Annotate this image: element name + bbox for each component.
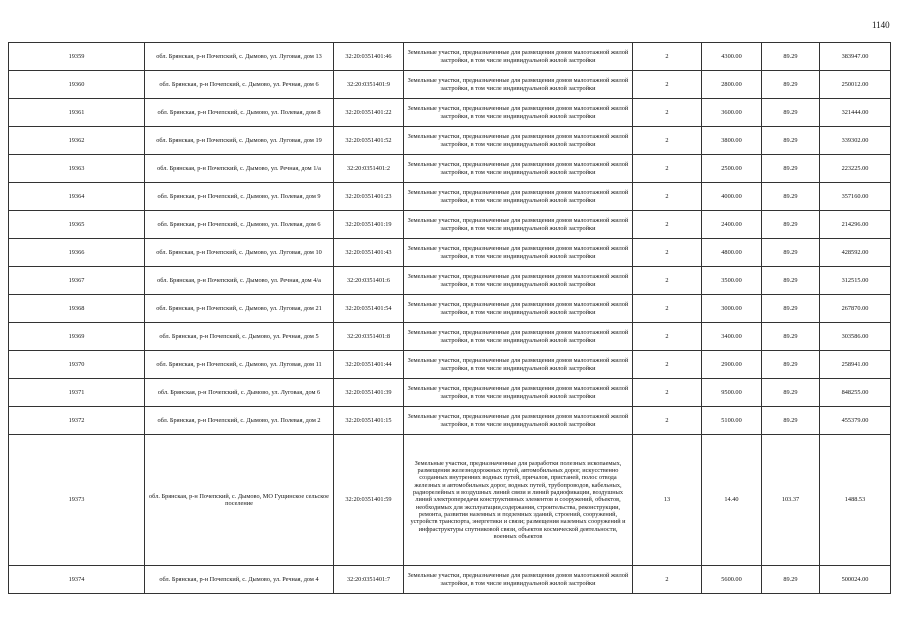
table-row — [9, 155, 891, 183]
cadastral-number-cell: 32:20:0351401:22 — [334, 99, 404, 127]
table-body — [9, 43, 891, 594]
cadastral-value-cell: 250012.00 — [820, 71, 891, 99]
rate-cell: 103.37 — [762, 435, 820, 566]
cadastral-number-cell: 32:20:0351401:44 — [334, 351, 404, 379]
group-cell: 2 — [633, 155, 702, 183]
area-cell: 3800.00 — [702, 127, 762, 155]
row-number: 19371 — [9, 379, 145, 407]
table-row — [9, 127, 891, 155]
address-cell: обл. Брянская, р-н Почепский, с. Дымово, ул. Полевая, дом 9 — [145, 183, 334, 211]
table-row — [9, 99, 891, 127]
group-cell: 2 — [633, 295, 702, 323]
table-row — [9, 566, 891, 594]
cadastral-number-cell: 32:20:0351401:59 — [334, 435, 404, 566]
table-row — [9, 323, 891, 351]
land-purpose-cell: Земельные участки, предназначенные для размещения домов малоэтажной жилой застройки, в том числе индивидуальной жилой застройки — [404, 267, 633, 295]
rate-cell: 89.29 — [762, 267, 820, 295]
rate-cell: 89.29 — [762, 155, 820, 183]
land-purpose-cell: Земельные участки, предназначенные для размещения домов малоэтажной жилой застройки, в том числе индивидуальной жилой застройки — [404, 99, 633, 127]
area-cell: 4300.00 — [702, 43, 762, 71]
cadastral-value-cell: 258941.00 — [820, 351, 891, 379]
rate-cell: 89.29 — [762, 351, 820, 379]
rate-cell: 89.29 — [762, 99, 820, 127]
area-cell: 4000.00 — [702, 183, 762, 211]
cadastral-value-cell: 1488.53 — [820, 435, 891, 566]
row-number: 19373 — [9, 435, 145, 566]
address-cell: обл. Брянская, р-н Почепский, с. Дымово, ул. Луговая, дом 21 — [145, 295, 334, 323]
table-row — [9, 435, 891, 566]
land-purpose-cell: Земельные участки, предназначенные для размещения домов малоэтажной жилой застройки, в том числе индивидуальной жилой застройки — [404, 43, 633, 71]
address-cell: обл. Брянская, р-н Почепский, с. Дымово, ул. Речная, дом 6 — [145, 71, 334, 99]
cadastral-value-cell: 303586.00 — [820, 323, 891, 351]
cadastral-value-cell: 223225.00 — [820, 155, 891, 183]
land-purpose-cell: Земельные участки, предназначенные для размещения домов малоэтажной жилой застройки, в том числе индивидуальной жилой застройки — [404, 566, 633, 594]
row-number: 19361 — [9, 99, 145, 127]
land-purpose-cell: Земельные участки, предназначенные для размещения домов малоэтажной жилой застройки, в том числе индивидуальной жилой застройки — [404, 155, 633, 183]
land-purpose-cell: Земельные участки, предназначенные для размещения домов малоэтажной жилой застройки, в том числе индивидуальной жилой застройки — [404, 211, 633, 239]
land-purpose-cell: Земельные участки, предназначенные для размещения домов малоэтажной жилой застройки, в том числе индивидуальной жилой застройки — [404, 239, 633, 267]
row-number: 19359 — [9, 43, 145, 71]
land-purpose-cell: Земельные участки, предназначенные для размещения домов малоэтажной жилой застройки, в том числе индивидуальной жилой застройки — [404, 407, 633, 435]
cadastral-number-cell: 32:20:0351401:8 — [334, 323, 404, 351]
row-number: 19370 — [9, 351, 145, 379]
group-cell: 2 — [633, 127, 702, 155]
area-cell: 2900.00 — [702, 351, 762, 379]
area-cell: 2800.00 — [702, 71, 762, 99]
row-number: 19365 — [9, 211, 145, 239]
rate-cell: 89.29 — [762, 407, 820, 435]
table-row — [9, 379, 891, 407]
group-cell: 2 — [633, 71, 702, 99]
cadastral-number-cell: 32:20:0351401:2 — [334, 155, 404, 183]
group-cell: 2 — [633, 566, 702, 594]
group-cell: 2 — [633, 239, 702, 267]
cadastral-number-cell: 32:20:0351401:54 — [334, 295, 404, 323]
table-row — [9, 407, 891, 435]
land-purpose-cell: Земельные участки, предназначенные для размещения домов малоэтажной жилой застройки, в том числе индивидуальной жилой застройки — [404, 351, 633, 379]
address-cell: обл. Брянская, р-н Почепский, с. Дымово, ул. Луговая, дом 19 — [145, 127, 334, 155]
area-cell: 5600.00 — [702, 566, 762, 594]
area-cell: 9500.00 — [702, 379, 762, 407]
group-cell: 2 — [633, 211, 702, 239]
table-row — [9, 295, 891, 323]
cadastral-value-cell: 357160.00 — [820, 183, 891, 211]
area-cell: 4800.00 — [702, 239, 762, 267]
row-number: 19366 — [9, 239, 145, 267]
rate-cell: 89.29 — [762, 211, 820, 239]
cadastral-value-cell: 339302.00 — [820, 127, 891, 155]
group-cell: 2 — [633, 379, 702, 407]
cadastral-number-cell: 32:20:0351401:6 — [334, 267, 404, 295]
address-cell: обл. Брянская, р-н Почепский, с. Дымово, ул. Речная, дом 4 — [145, 566, 334, 594]
row-number: 19360 — [9, 71, 145, 99]
area-cell: 3500.00 — [702, 267, 762, 295]
area-cell: 2500.00 — [702, 155, 762, 183]
table-row — [9, 239, 891, 267]
cadastral-number-cell: 32:20:0351401:9 — [334, 71, 404, 99]
address-cell: обл. Брянская, р-н Почепский, с. Дымово, ул. Речная, дом 5 — [145, 323, 334, 351]
land-purpose-cell: Земельные участки, предназначенные для размещения домов малоэтажной жилой застройки, в том числе индивидуальной жилой застройки — [404, 71, 633, 99]
rate-cell: 89.29 — [762, 127, 820, 155]
page-number: 1140 — [872, 20, 890, 30]
cadastral-number-cell: 32:20:0351401:23 — [334, 183, 404, 211]
cadastral-number-cell: 32:20:0351401:52 — [334, 127, 404, 155]
address-cell: обл. Брянская, р-н Почепский, с. Дымово, ул. Луговая, дом 11 — [145, 351, 334, 379]
cadastral-value-cell: 428592.00 — [820, 239, 891, 267]
group-cell: 2 — [633, 351, 702, 379]
group-cell: 2 — [633, 323, 702, 351]
address-cell: обл. Брянская, р-н Почепский, с. Дымово, ул. Полевая, дом 6 — [145, 211, 334, 239]
cadastral-value-cell: 455379.00 — [820, 407, 891, 435]
row-number: 19374 — [9, 566, 145, 594]
cadastral-number-cell: 32:20:0351401:39 — [334, 379, 404, 407]
land-purpose-cell: Земельные участки, предназначенные для размещения домов малоэтажной жилой застройки, в том числе индивидуальной жилой застройки — [404, 379, 633, 407]
table-row — [9, 43, 891, 71]
row-number: 19367 — [9, 267, 145, 295]
cadastral-number-cell: 32:20:0351401:46 — [334, 43, 404, 71]
group-cell: 2 — [633, 43, 702, 71]
row-number: 19364 — [9, 183, 145, 211]
group-cell: 2 — [633, 99, 702, 127]
row-number: 19372 — [9, 407, 145, 435]
address-cell: обл. Брянская, р-н Почепский, с. Дымово, ул. Полевая, дом 2 — [145, 407, 334, 435]
rate-cell: 89.29 — [762, 183, 820, 211]
address-cell: обл. Брянская, р-н Почепский, с. Дымово, ул. Луговая, дом 6 — [145, 379, 334, 407]
cadastral-value-cell: 500024.00 — [820, 566, 891, 594]
cadastral-number-cell: 32:20:0351401:19 — [334, 211, 404, 239]
address-cell: обл. Брянская, р-н Почепский, с. Дымово, ул. Речная, дом 4/а — [145, 267, 334, 295]
rate-cell: 89.29 — [762, 239, 820, 267]
cadastral-value-cell: 321444.00 — [820, 99, 891, 127]
row-number: 19362 — [9, 127, 145, 155]
rate-cell: 89.29 — [762, 43, 820, 71]
area-cell: 3000.00 — [702, 295, 762, 323]
rate-cell: 89.29 — [762, 71, 820, 99]
land-purpose-cell: Земельные участки, предназначенные для размещения домов малоэтажной жилой застройки, в том числе индивидуальной жилой застройки — [404, 183, 633, 211]
address-cell: обл. Брянская, р-н Почепский, с. Дымово, ул. Полевая, дом 8 — [145, 99, 334, 127]
rate-cell: 89.29 — [762, 295, 820, 323]
land-register-table — [8, 42, 891, 594]
address-cell: обл. Брянская, р-н Почепский, с. Дымово, ул. Луговая, дом 13 — [145, 43, 334, 71]
area-cell: 2400.00 — [702, 211, 762, 239]
cadastral-value-cell: 383947.00 — [820, 43, 891, 71]
table-row — [9, 71, 891, 99]
address-cell: обл. Брянская, р-н Почепский, с. Дымово, ул. Речная, дом 1/а — [145, 155, 334, 183]
row-number: 19368 — [9, 295, 145, 323]
land-purpose-cell: Земельные участки, предназначенные для размещения домов малоэтажной жилой застройки, в том числе индивидуальной жилой застройки — [404, 127, 633, 155]
cadastral-value-cell: 214296.00 — [820, 211, 891, 239]
table-row — [9, 267, 891, 295]
area-cell: 3600.00 — [702, 99, 762, 127]
cadastral-number-cell: 32:20:0351401:43 — [334, 239, 404, 267]
row-number: 19363 — [9, 155, 145, 183]
group-cell: 13 — [633, 435, 702, 566]
rate-cell: 89.29 — [762, 566, 820, 594]
land-purpose-cell: Земельные участки, предназначенные для размещения домов малоэтажной жилой застройки, в том числе индивидуальной жилой застройки — [404, 295, 633, 323]
group-cell: 2 — [633, 267, 702, 295]
area-cell: 14.40 — [702, 435, 762, 566]
rate-cell: 89.29 — [762, 323, 820, 351]
table-row — [9, 183, 891, 211]
area-cell: 5100.00 — [702, 407, 762, 435]
cadastral-value-cell: 312515.00 — [820, 267, 891, 295]
cadastral-value-cell: 848255.00 — [820, 379, 891, 407]
land-purpose-cell: Земельные участки, предназначенные для размещения домов малоэтажной жилой застройки, в том числе индивидуальной жилой застройки — [404, 323, 633, 351]
cadastral-number-cell: 32:20:0351401:15 — [334, 407, 404, 435]
table-row — [9, 211, 891, 239]
table-row — [9, 351, 891, 379]
land-purpose-cell: Земельные участки, предназначенные для разработки полезных ископаемых, размещения железнодорожных путей, автомобильных дорог, искусственно созданных внутренних водных путей, причалов, пристаней, полос отвода железных и автомобильных дорог, водных путей, трубопроводов, кабельных, радиорелейных и воздушных линий связи и линий радиофикации, воздушных линий электропередачи конструктивных элементов и сооружений, объектов, необходимых для эксплуатации,содержания, строительства, реконструкции, ремонта, развития наземных и подземных зданий, строений, сооружений, устройств транспорта, энергетики и связи; размещения наземных сооружений и инфраструктуры спутниковой связи, объектов космической деятельности, военных объектов — [404, 435, 633, 566]
cadastral-value-cell: 267870.00 — [820, 295, 891, 323]
group-cell: 2 — [633, 183, 702, 211]
address-cell: обл. Брянская, р-н Почепский, с. Дымово, МО Гущинское сельское поселение — [145, 435, 334, 566]
row-number: 19369 — [9, 323, 145, 351]
rate-cell: 89.29 — [762, 379, 820, 407]
area-cell: 3400.00 — [702, 323, 762, 351]
cadastral-number-cell: 32:20:0351401:7 — [334, 566, 404, 594]
address-cell: обл. Брянская, р-н Почепский, с. Дымово, ул. Луговая, дом 10 — [145, 239, 334, 267]
group-cell: 2 — [633, 407, 702, 435]
